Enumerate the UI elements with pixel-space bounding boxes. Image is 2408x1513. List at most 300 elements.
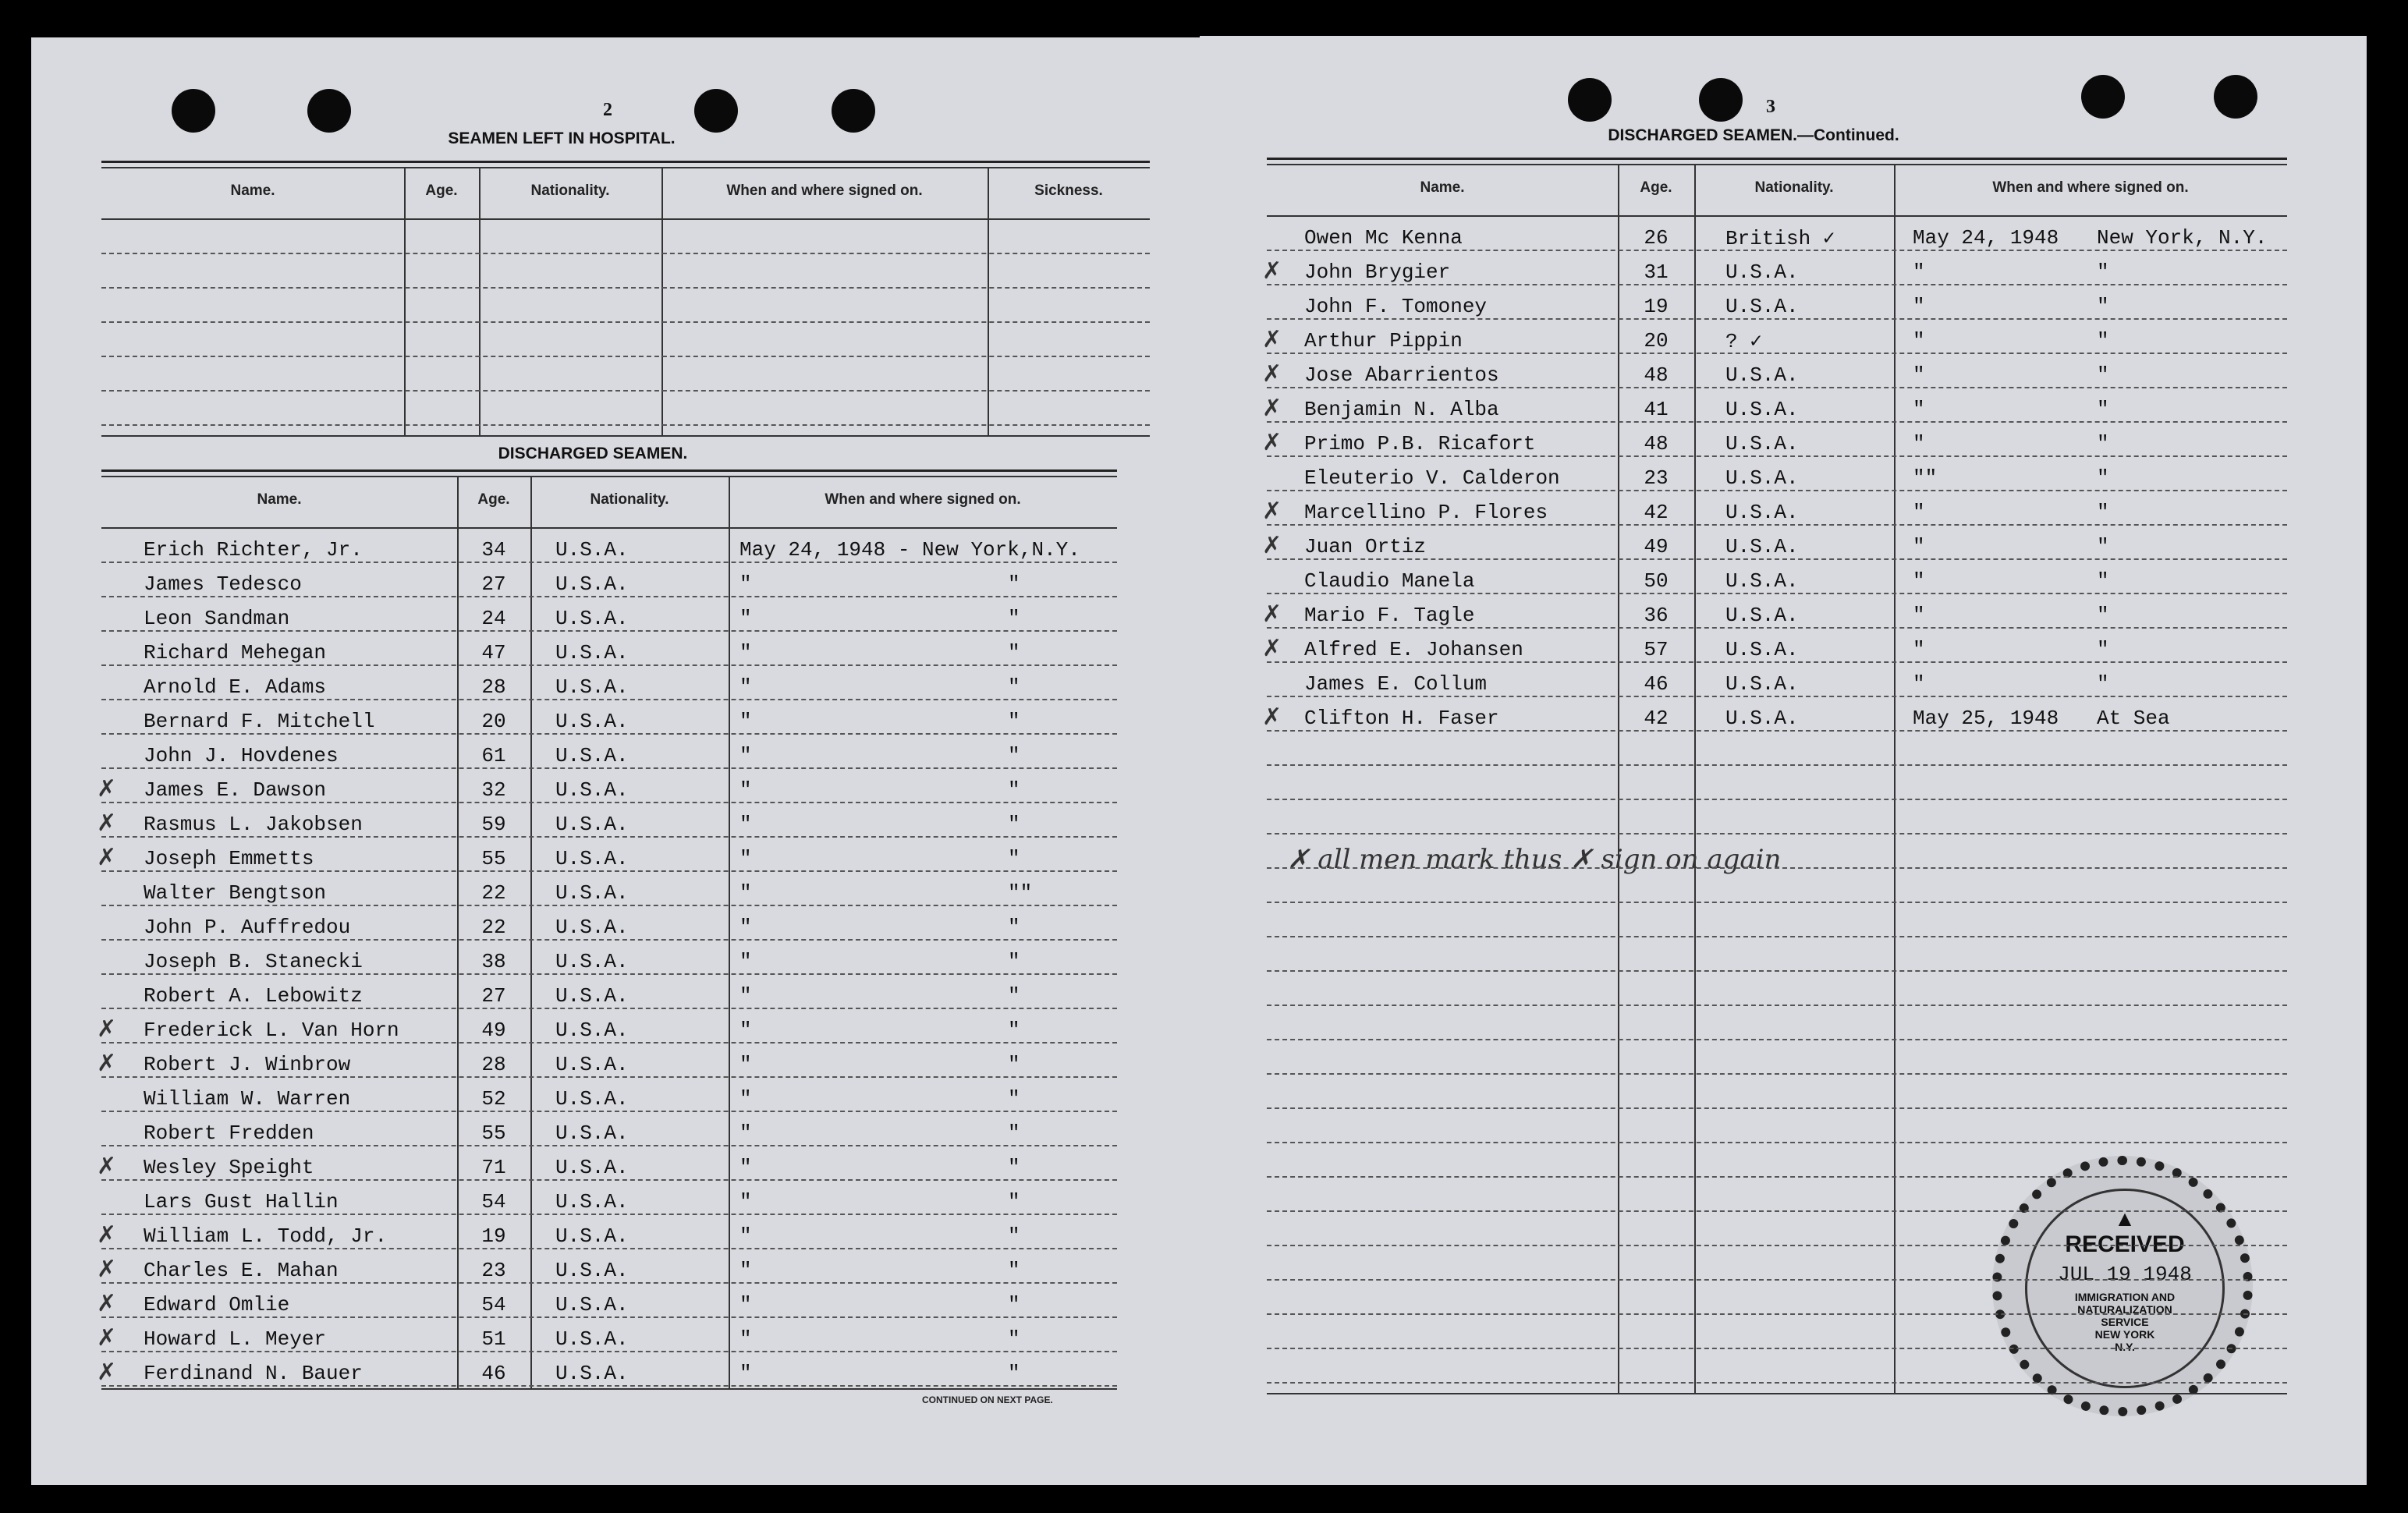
signed-on-place: " xyxy=(2097,501,2109,524)
seaman-nationality: U.S.A. xyxy=(555,710,629,733)
seaman-name: Marcellino P. Flores xyxy=(1304,501,1548,524)
signed-on-date: " xyxy=(739,675,752,699)
seaman-age: 54 xyxy=(481,1293,506,1316)
seaman-age: 54 xyxy=(481,1190,506,1214)
signed-on-date: " xyxy=(1913,329,1925,353)
seaman-age: 50 xyxy=(1644,569,1669,593)
table-row xyxy=(101,939,1117,941)
table-row xyxy=(101,664,1117,666)
column-divider xyxy=(988,167,989,435)
seaman-nationality: U.S.A. xyxy=(555,538,629,562)
signed-on-place: " xyxy=(1008,1224,1020,1248)
seaman-name: Arthur Pippin xyxy=(1304,329,1463,353)
table-row xyxy=(101,1076,1117,1078)
seaman-nationality: U.S.A. xyxy=(1725,295,1799,318)
seaman-nationality: U.S.A. xyxy=(555,744,629,767)
signed-on-date: " xyxy=(1913,672,1925,696)
seaman-age: 47 xyxy=(481,641,506,664)
seaman-nationality: U.S.A. xyxy=(1725,466,1799,490)
seaman-name: Robert J. Winbrow xyxy=(144,1053,351,1076)
signed-on-date: " xyxy=(739,813,752,836)
table-row xyxy=(1267,1176,2287,1178)
stamp-received: RECEIVED xyxy=(2065,1231,2185,1257)
table-row xyxy=(101,1111,1117,1112)
rule xyxy=(101,167,1150,168)
seaman-age: 19 xyxy=(1644,295,1669,318)
signed-on-date: " xyxy=(739,1053,752,1076)
continued-note: CONTINUED ON NEXT PAGE. xyxy=(922,1394,1053,1405)
seaman-name: Robert A. Lebowitz xyxy=(144,984,363,1008)
seaman-name: Claudio Manela xyxy=(1304,569,1475,593)
seaman-name: Clifton H. Faser xyxy=(1304,707,1499,730)
seaman-nationality: U.S.A. xyxy=(1725,398,1799,421)
left-page xyxy=(31,37,1200,1485)
rule xyxy=(101,476,1117,477)
header-rule xyxy=(101,218,1150,220)
signed-on-date: " xyxy=(1913,569,1925,593)
column-divider xyxy=(404,167,406,435)
signed-on-place: " xyxy=(1008,641,1020,664)
seaman-age: 55 xyxy=(481,847,506,870)
seaman-nationality: U.S.A. xyxy=(555,1019,629,1042)
table-bottom-rule xyxy=(101,1388,1117,1390)
table-row xyxy=(1267,1073,2287,1075)
seaman-nationality: U.S.A. xyxy=(555,1087,629,1111)
signed-on-place: " xyxy=(1008,710,1020,733)
seaman-name: Juan Ortiz xyxy=(1304,535,1427,558)
signed-on-date: " xyxy=(739,572,752,596)
column-header: Nationality. xyxy=(1754,179,1834,196)
seaman-nationality: U.S.A. xyxy=(1725,260,1799,284)
x-mark-icon: ✗ xyxy=(1262,703,1282,731)
signed-on-place: " xyxy=(2097,672,2109,696)
signed-on-date: " xyxy=(1913,535,1925,558)
signed-on-date: " xyxy=(1913,398,1925,421)
x-mark-icon: ✗ xyxy=(1262,532,1282,559)
signed-on-date: " xyxy=(739,641,752,664)
table-row xyxy=(101,767,1117,769)
table-row xyxy=(1267,730,2287,732)
punch-hole xyxy=(1568,78,1612,122)
table-row xyxy=(101,1385,1117,1387)
x-mark-icon: ✗ xyxy=(97,1324,117,1352)
seaman-name: William W. Warren xyxy=(144,1087,351,1111)
empty-row xyxy=(101,424,1150,426)
rule xyxy=(1267,164,2287,165)
seaman-age: 49 xyxy=(1644,535,1669,558)
empty-row xyxy=(101,253,1150,254)
table-bottom-rule xyxy=(101,435,1150,437)
seaman-age: 32 xyxy=(481,778,506,802)
seaman-age: 20 xyxy=(1644,329,1669,353)
column-header: Name. xyxy=(230,182,275,199)
table-row xyxy=(1267,833,2287,834)
rule xyxy=(101,161,1150,163)
seaman-age: 23 xyxy=(1644,466,1669,490)
column-header: When and where signed on. xyxy=(825,491,1021,508)
seaman-age: 42 xyxy=(1644,501,1669,524)
seaman-name: John Brygier xyxy=(1304,260,1451,284)
seaman-name: Rasmus L. Jakobsen xyxy=(144,813,363,836)
signed-on-place: " xyxy=(2097,432,2109,455)
signed-on-place: At Sea xyxy=(2097,707,2170,730)
column-header: Age. xyxy=(1640,179,1672,196)
seaman-age: 48 xyxy=(1644,432,1669,455)
table-row xyxy=(101,1351,1117,1352)
signed-on-date: May 24, 1948 - New York,N.Y. xyxy=(739,538,1080,562)
table-row xyxy=(101,562,1117,563)
signed-on-date: May 25, 1948 xyxy=(1913,707,2059,730)
table-row xyxy=(1267,284,2287,285)
seaman-age: 28 xyxy=(481,1053,506,1076)
x-mark-icon: ✗ xyxy=(97,775,117,803)
seaman-age: 55 xyxy=(481,1121,506,1145)
seaman-name: James E. Collum xyxy=(1304,672,1488,696)
seaman-name: Arnold E. Adams xyxy=(144,675,327,699)
signed-on-date: " xyxy=(739,778,752,802)
column-header: Nationality. xyxy=(530,182,610,199)
table-row xyxy=(1267,353,2287,354)
seaman-age: 27 xyxy=(481,572,506,596)
right-page xyxy=(1200,36,2367,1485)
discharged-title: DISCHARGED SEAMEN. xyxy=(498,445,688,462)
discharged-continued-title: DISCHARGED SEAMEN.—Continued. xyxy=(1608,126,1899,144)
seaman-nationality: U.S.A. xyxy=(555,675,629,699)
table-row xyxy=(101,802,1117,803)
x-mark-icon: ✗ xyxy=(97,844,117,871)
stamp-date: JUL 19 1948 xyxy=(2058,1263,2192,1286)
table-row xyxy=(101,1008,1117,1009)
table-row xyxy=(1267,490,2287,491)
table-row xyxy=(1267,318,2287,320)
signed-on-date: " xyxy=(1913,363,1925,387)
table-row xyxy=(1267,524,2287,526)
signed-on-place: New York, N.Y. xyxy=(2097,226,2268,250)
signed-on-date: " xyxy=(739,950,752,973)
seaman-name: Primo P.B. Ricafort xyxy=(1304,432,1536,455)
table-row xyxy=(101,1282,1117,1284)
seaman-nationality: U.S.A. xyxy=(1725,604,1799,627)
empty-row xyxy=(101,287,1150,289)
stamp-line: NATURALIZATION xyxy=(2077,1303,2172,1316)
table-row xyxy=(1267,1142,2287,1143)
table-row xyxy=(101,1316,1117,1318)
seaman-name: Robert Fredden xyxy=(144,1121,314,1145)
signed-on-place: " xyxy=(2097,638,2109,661)
signed-on-date: " xyxy=(739,1327,752,1351)
seaman-name: John P. Auffredou xyxy=(144,916,351,939)
seaman-nationality: U.S.A. xyxy=(555,1259,629,1282)
seaman-name: Leon Sandman xyxy=(144,607,290,630)
rule xyxy=(101,469,1117,472)
x-mark-icon: ✗ xyxy=(1262,257,1282,285)
seaman-name: Owen Mc Kenna xyxy=(1304,226,1463,250)
seaman-age: 59 xyxy=(481,813,506,836)
stamp-arrow-icon: ▲ xyxy=(2114,1207,2136,1231)
table-row xyxy=(101,1145,1117,1146)
table-row xyxy=(1267,1210,2287,1212)
seaman-age: 46 xyxy=(481,1362,506,1385)
seaman-nationality: U.S.A. xyxy=(555,1053,629,1076)
seaman-nationality: U.S.A. xyxy=(555,984,629,1008)
empty-row xyxy=(101,390,1150,392)
hospital-title: SEAMEN LEFT IN HOSPITAL. xyxy=(448,129,676,147)
seaman-age: 34 xyxy=(481,538,506,562)
seaman-name: Charles E. Mahan xyxy=(144,1259,339,1282)
signed-on-date: " xyxy=(1913,295,1925,318)
seaman-name: Joseph B. Stanecki xyxy=(144,950,363,973)
seaman-age: 71 xyxy=(481,1156,506,1179)
signed-on-place: " xyxy=(1008,1190,1020,1214)
table-row xyxy=(1267,1005,2287,1006)
table-row xyxy=(101,630,1117,632)
table-row xyxy=(101,870,1117,872)
seaman-name: John J. Hovdenes xyxy=(144,744,339,767)
seaman-name: Joseph Emmetts xyxy=(144,847,314,870)
seaman-nationality: U.S.A. xyxy=(555,916,629,939)
signed-on-date: " xyxy=(739,916,752,939)
seaman-nationality: U.S.A. xyxy=(555,1327,629,1351)
signed-on-place: " xyxy=(1008,1293,1020,1316)
seaman-name: Mario F. Tagle xyxy=(1304,604,1475,627)
seaman-nationality: U.S.A. xyxy=(1725,363,1799,387)
signed-on-date: " xyxy=(1913,638,1925,661)
column-header: When and where signed on. xyxy=(726,182,923,199)
table-row xyxy=(1267,455,2287,457)
seaman-age: 57 xyxy=(1644,638,1669,661)
signed-on-date: " xyxy=(739,1259,752,1282)
seaman-nationality: U.S.A. xyxy=(555,950,629,973)
seaman-age: 24 xyxy=(481,607,506,630)
table-row xyxy=(1267,1245,2287,1246)
seaman-age: 48 xyxy=(1644,363,1669,387)
seaman-age: 49 xyxy=(481,1019,506,1042)
x-mark-icon: ✗ xyxy=(1262,395,1282,422)
seaman-nationality: U.S.A. xyxy=(555,847,629,870)
seaman-name: Wesley Speight xyxy=(144,1156,314,1179)
handwritten-note: ✗ all men mark thus ✗ sign on again xyxy=(1287,844,1782,875)
x-mark-icon: ✗ xyxy=(97,1359,117,1386)
received-stamp xyxy=(1992,1156,2253,1416)
seaman-age: 41 xyxy=(1644,398,1669,421)
seaman-name: Ferdinand N. Bauer xyxy=(144,1362,363,1385)
seaman-nationality: U.S.A. xyxy=(555,1156,629,1179)
seaman-age: 28 xyxy=(481,675,506,699)
table-row xyxy=(1267,558,2287,560)
seaman-nationality: U.S.A. xyxy=(555,572,629,596)
table-row xyxy=(101,1214,1117,1215)
stamp-line: SERVICE xyxy=(2101,1316,2149,1328)
table-row xyxy=(1267,1279,2287,1281)
signed-on-date: " xyxy=(739,984,752,1008)
table-row xyxy=(1267,936,2287,937)
signed-on-date: " xyxy=(739,1156,752,1179)
seaman-name: Frederick L. Van Horn xyxy=(144,1019,399,1042)
table-row xyxy=(1267,627,2287,629)
seaman-age: 52 xyxy=(481,1087,506,1111)
seaman-nationality: U.S.A. xyxy=(1725,707,1799,730)
signed-on-place: " xyxy=(1008,778,1020,802)
signed-on-place: " xyxy=(2097,329,2109,353)
table-bottom-rule xyxy=(1267,1393,2287,1394)
signed-on-date: " xyxy=(739,1293,752,1316)
signed-on-place: " xyxy=(2097,260,2109,284)
seaman-age: 19 xyxy=(481,1224,506,1248)
seaman-age: 22 xyxy=(481,881,506,905)
signed-on-date: " xyxy=(739,1224,752,1248)
signed-on-date: " xyxy=(739,607,752,630)
signed-on-place: " xyxy=(1008,607,1020,630)
stamp-text xyxy=(2025,1189,2225,1388)
table-row xyxy=(101,733,1117,735)
signed-on-date: " xyxy=(739,847,752,870)
table-row xyxy=(1267,1348,2287,1349)
seaman-nationality: U.S.A. xyxy=(555,1224,629,1248)
seaman-nationality: U.S.A. xyxy=(555,1362,629,1385)
stamp-line: IMMIGRATION AND xyxy=(2074,1291,2176,1303)
column-header: Age. xyxy=(477,491,510,508)
x-mark-icon: ✗ xyxy=(97,810,117,837)
x-mark-icon: ✗ xyxy=(1262,360,1282,388)
header-rule xyxy=(101,527,1117,529)
signed-on-place: " xyxy=(1008,744,1020,767)
signed-on-place: " xyxy=(1008,1087,1020,1111)
seaman-name: James Tedesco xyxy=(144,572,302,596)
seaman-nationality: U.S.A. xyxy=(555,778,629,802)
empty-row xyxy=(101,356,1150,357)
seaman-age: 22 xyxy=(481,916,506,939)
signed-on-date: " xyxy=(739,1087,752,1111)
seaman-age: 36 xyxy=(1644,604,1669,627)
seaman-name: William L. Todd, Jr. xyxy=(144,1224,388,1248)
seaman-nationality: U.S.A. xyxy=(1725,638,1799,661)
seaman-nationality: U.S.A. xyxy=(1725,569,1799,593)
signed-on-date: " xyxy=(739,1121,752,1145)
seaman-nationality: U.S.A. xyxy=(555,641,629,664)
seaman-age: 38 xyxy=(481,950,506,973)
seaman-nationality: U.S.A. xyxy=(1725,672,1799,696)
signed-on-date: May 24, 1948 xyxy=(1913,226,2059,250)
column-divider xyxy=(530,476,532,1388)
table-row xyxy=(101,905,1117,906)
table-row xyxy=(101,1179,1117,1181)
signed-on-date: " xyxy=(1913,432,1925,455)
table-row xyxy=(101,596,1117,597)
signed-on-place: " xyxy=(2097,569,2109,593)
table-row xyxy=(1267,1313,2287,1315)
seaman-age: 42 xyxy=(1644,707,1669,730)
page-number: 2 xyxy=(603,100,612,120)
seaman-age: 26 xyxy=(1644,226,1669,250)
signed-on-date: "" xyxy=(1913,466,1938,490)
seaman-name: Alfred E. Johansen xyxy=(1304,638,1523,661)
table-row xyxy=(1267,661,2287,663)
seaman-name: Walter Bengtson xyxy=(144,881,327,905)
table-row xyxy=(101,1042,1117,1044)
x-mark-icon: ✗ xyxy=(1262,498,1282,525)
table-row xyxy=(1267,764,2287,766)
signed-on-date: " xyxy=(1913,260,1925,284)
signed-on-place: "" xyxy=(1008,881,1033,905)
x-mark-icon: ✗ xyxy=(1262,635,1282,662)
seaman-nationality: U.S.A. xyxy=(1725,432,1799,455)
seaman-age: 20 xyxy=(481,710,506,733)
page-number: 3 xyxy=(1766,97,1775,117)
signed-on-place: " xyxy=(1008,1121,1020,1145)
x-mark-icon: ✗ xyxy=(97,1050,117,1077)
signed-on-place: " xyxy=(1008,1327,1020,1351)
signed-on-place: " xyxy=(1008,1362,1020,1385)
seaman-name: James E. Dawson xyxy=(144,778,327,802)
column-header: Nationality. xyxy=(590,491,669,508)
signed-on-date: " xyxy=(739,710,752,733)
seaman-name: Howard L. Meyer xyxy=(144,1327,327,1351)
table-row xyxy=(1267,1107,2287,1109)
punch-hole xyxy=(2081,75,2125,119)
seaman-nationality: U.S.A. xyxy=(555,1293,629,1316)
column-header: Name. xyxy=(257,491,302,508)
table-row xyxy=(1267,902,2287,903)
column-divider xyxy=(1894,164,1896,1393)
stamp-line: NEW YORK xyxy=(2094,1328,2155,1341)
seaman-nationality: U.S.A. xyxy=(1725,501,1799,524)
table-row xyxy=(1267,867,2287,869)
column-divider xyxy=(661,167,663,435)
signed-on-date: " xyxy=(739,1019,752,1042)
empty-row xyxy=(101,321,1150,323)
signed-on-place: " xyxy=(1008,950,1020,973)
signed-on-place: " xyxy=(2097,466,2109,490)
table-row xyxy=(1267,970,2287,972)
signed-on-place: " xyxy=(1008,813,1020,836)
punch-hole xyxy=(1699,78,1743,122)
seaman-name: Jose Abarrientos xyxy=(1304,363,1499,387)
column-divider xyxy=(729,476,730,1388)
signed-on-place: " xyxy=(2097,363,2109,387)
seaman-name: Lars Gust Hallin xyxy=(144,1190,339,1214)
seaman-age: 27 xyxy=(481,984,506,1008)
signed-on-place: " xyxy=(1008,916,1020,939)
seaman-age: 46 xyxy=(1644,672,1669,696)
signed-on-date: " xyxy=(739,1190,752,1214)
seaman-name: Edward Omlie xyxy=(144,1293,290,1316)
signed-on-place: " xyxy=(1008,572,1020,596)
rule xyxy=(1267,158,2287,160)
column-header: Age. xyxy=(425,182,458,199)
punch-hole xyxy=(172,89,215,133)
punch-hole xyxy=(2214,75,2257,119)
table-row xyxy=(101,836,1117,838)
seaman-name: Erich Richter, Jr. xyxy=(144,538,363,562)
signed-on-date: " xyxy=(739,1362,752,1385)
x-mark-icon: ✗ xyxy=(97,1256,117,1283)
seaman-nationality: ? ✓ xyxy=(1725,330,1762,353)
seaman-nationality: U.S.A. xyxy=(555,881,629,905)
signed-on-date: " xyxy=(739,744,752,767)
table-row xyxy=(1267,421,2287,423)
seaman-nationality: U.S.A. xyxy=(1725,535,1799,558)
seaman-nationality: U.S.A. xyxy=(555,1190,629,1214)
x-mark-icon: ✗ xyxy=(1262,429,1282,456)
seaman-name: Richard Mehegan xyxy=(144,641,327,664)
punch-hole xyxy=(307,89,351,133)
seaman-name: Benjamin N. Alba xyxy=(1304,398,1499,421)
signed-on-place: " xyxy=(1008,675,1020,699)
table-row xyxy=(101,1248,1117,1249)
column-header: When and where signed on. xyxy=(1992,179,2189,196)
signed-on-place: " xyxy=(1008,1053,1020,1076)
x-mark-icon: ✗ xyxy=(97,1290,117,1317)
